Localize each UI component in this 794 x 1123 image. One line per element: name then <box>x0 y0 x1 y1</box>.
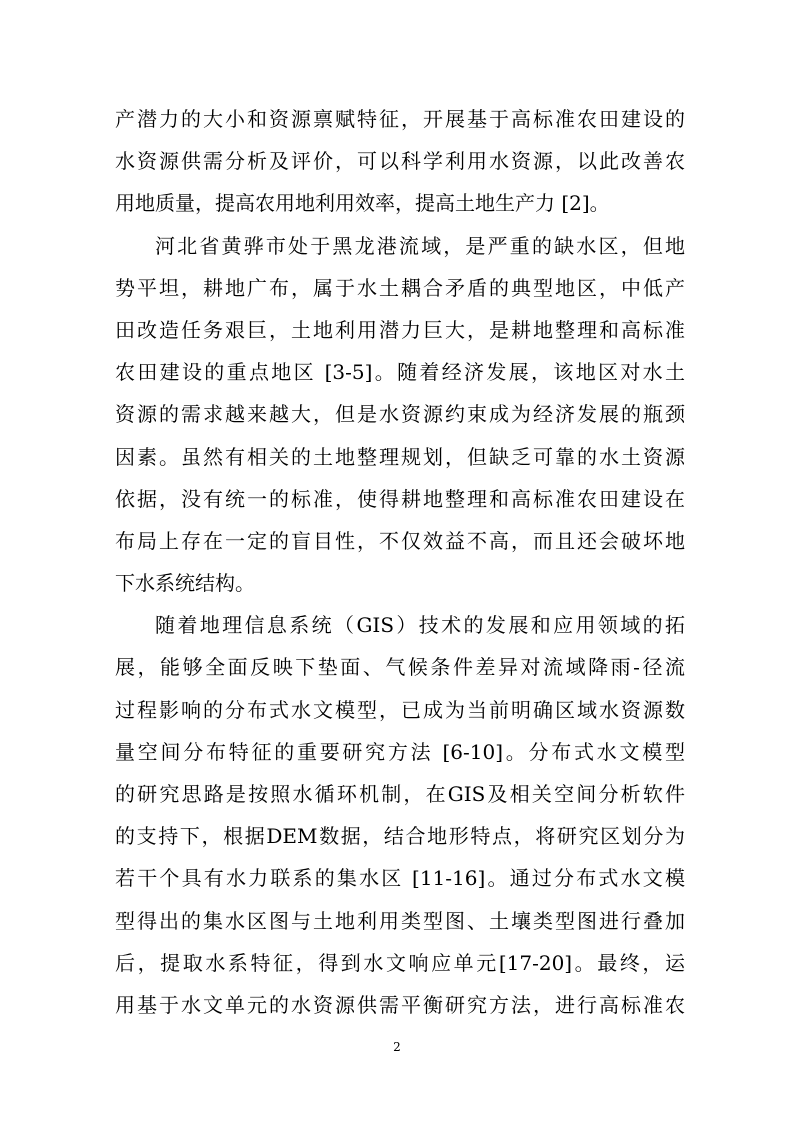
text-line: 过程影响的分布式水文模型，已成为当前明确区域水资源数 <box>115 697 685 722</box>
text-line: 水资源供需分析及评价，可以科学利用水资源，以此改善农 <box>115 149 685 174</box>
text-line: 的支持下，根据DEM数据，结合地形特点，将研究区划分为 <box>115 824 685 849</box>
text-line: 布局上存在一定的盲目性，不仅效益不高，而且还会破坏地 <box>115 528 685 553</box>
text-line: 因素。虽然有相关的土地整理规划，但缺乏可靠的水土资源 <box>115 444 685 469</box>
text-line: 后，提取水系特征，得到水文响应单元[17-20]。最终，运 <box>115 950 685 975</box>
text-line: 量空间分布特征的重要研究方法 [6-10]。分布式水文模型 <box>115 739 685 764</box>
text-line: 势平坦，耕地广布，属于水土耦合矛盾的典型地区，中低产 <box>115 275 685 300</box>
text-line: 型得出的集水区图与土地利用类型图、土壤类型图进行叠加 <box>115 908 685 933</box>
text-line: 展，能够全面反映下垫面、气候条件差异对流域降雨-径流 <box>115 655 685 680</box>
text-line: 资源的需求越来越大，但是水资源约束成为经济发展的瓶颈 <box>115 402 685 427</box>
text-line: 产潜力的大小和资源禀赋特征，开展基于高标准农田建设的 <box>115 107 685 131</box>
text-line: 依据，没有统一的标准，使得耕地整理和高标准农田建设在 <box>115 486 685 511</box>
text-line: 用基于水文单元的水资源供需平衡研究方法，进行高标准农 <box>115 992 685 1017</box>
text-line: 田改造任务艰巨，土地利用潜力巨大，是耕地整理和高标准 <box>115 317 685 342</box>
text-line: 用地质量，提高农用地利用效率，提高土地生产力 [2]。 <box>115 191 610 216</box>
body-text <box>115 98 685 1026</box>
text-line: 随着地理信息系统（GIS）技术的发展和应用领域的拓 <box>155 613 685 638</box>
text-line: 农田建设的重点地区 [3-5]。随着经济发展，该地区对水土 <box>115 360 685 385</box>
text-line: 下水系统结构。 <box>115 571 255 596</box>
text-line: 若干个具有水力联系的集水区 [11-16]。通过分布式水文模 <box>115 866 685 891</box>
text-line: 的研究思路是按照水循环机制，在GIS及相关空间分析软件 <box>115 782 685 806</box>
text-line: 河北省黄骅市处于黑龙港流域，是严重的缺水区，但地 <box>155 233 685 258</box>
page-number: 2 <box>393 1040 401 1054</box>
